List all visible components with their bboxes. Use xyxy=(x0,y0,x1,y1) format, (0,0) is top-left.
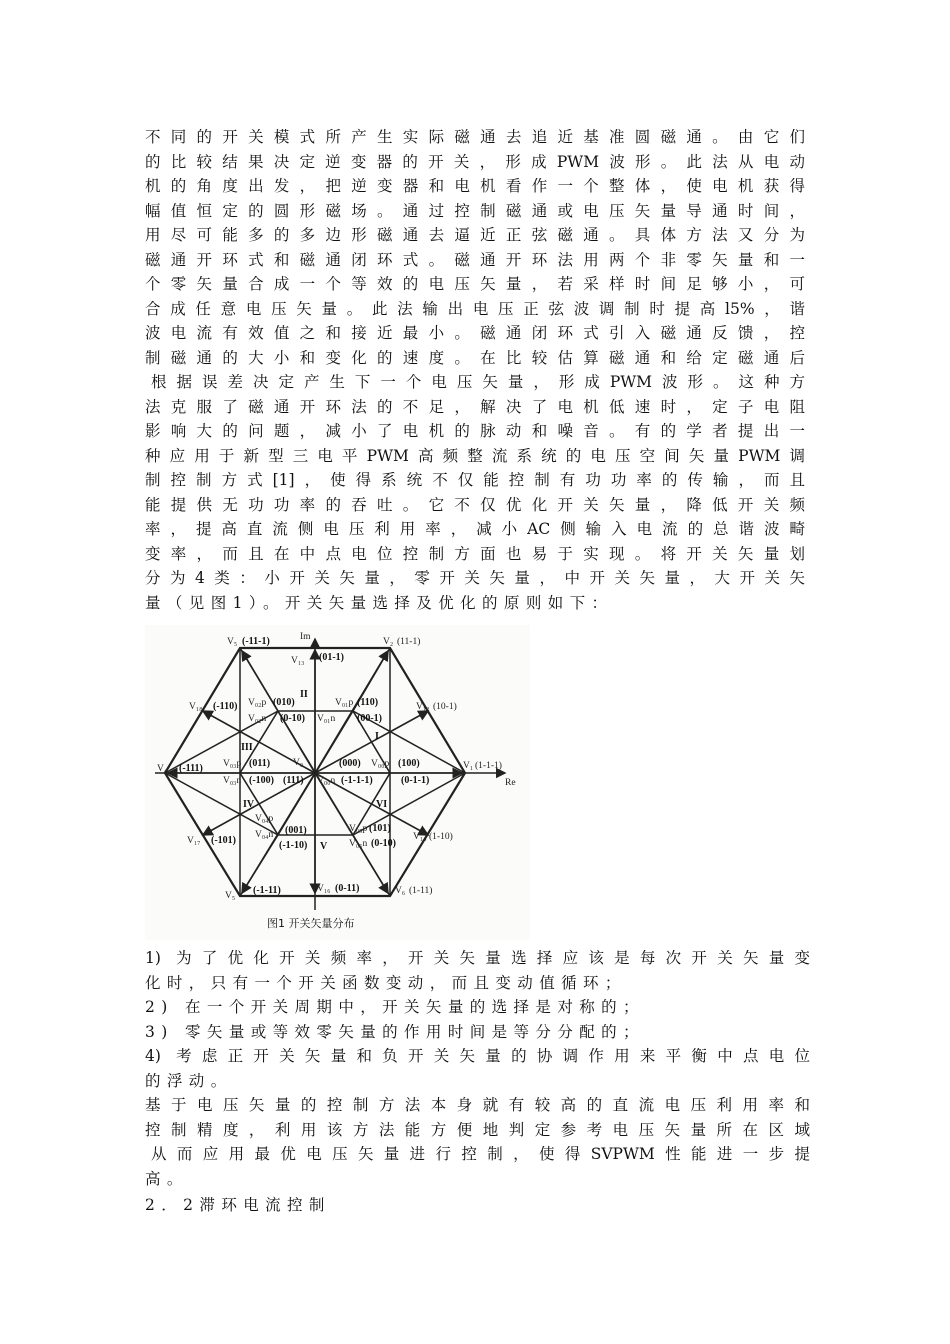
text-line: 量（见图1）。开关矢量选择及优化的原则如下： xyxy=(145,593,614,612)
small-vector-code: (0-10) xyxy=(280,713,305,724)
small-vector-code: (00-1) xyxy=(357,713,382,724)
small-vector-code: (0-1-1) xyxy=(401,775,430,786)
text-line: 机的角度出发，把逆变器和电机看作一个整体，使电机获得 xyxy=(145,177,805,195)
sector-label: V xyxy=(320,841,328,852)
vector-name: V₀₂p xyxy=(248,698,267,708)
text-line: 制控制方式[1]，使得系统不仅能控制有功功率的传输，而且 xyxy=(145,471,805,489)
text-line: 变率，而且在中点电位控制方面也易于实现。将开关矢量划 xyxy=(145,544,805,563)
vertex-label: V₁₃ xyxy=(291,656,305,666)
vertex-label: V₄ xyxy=(157,764,168,774)
vertex-label: V₁₈ xyxy=(189,702,203,712)
vertex-code: (0-11) xyxy=(335,883,360,894)
vector-name: V₀₄p xyxy=(255,814,274,824)
principles-list xyxy=(145,946,810,1093)
text-line: 率，提高直流侧电压利用率，减小AC侧输入电流的总谐波畸 xyxy=(145,520,805,538)
vector-name: V₀₃n xyxy=(223,776,242,786)
paragraph-body xyxy=(145,125,805,615)
section-heading xyxy=(145,1193,805,1218)
vertex-label: V₁₇ xyxy=(187,836,201,846)
switch-vector-figure xyxy=(145,625,530,940)
small-vector-code: (110) xyxy=(357,697,379,708)
vertex-label: V₁₆ xyxy=(317,884,331,894)
list-item: 1) 为了优化开关频率，开关矢量选择应该是每次开关矢量变 xyxy=(145,949,810,967)
vertex-code: (1-1-1) xyxy=(475,761,502,771)
text-line: 用尽可能多的多边形磁通去逼近正弦磁通。具体方法又分为 xyxy=(145,226,805,244)
vertex-label: V₁₄ xyxy=(413,832,427,842)
vertex-label: V₅ xyxy=(227,637,238,647)
small-vector-code: (111) xyxy=(283,775,304,786)
text-line: 控制精度，利用该方法能方便地判定参考电压矢量所在区域 xyxy=(145,1120,810,1139)
vertex-code: (10-1) xyxy=(433,702,457,712)
text-line: 个零矢量合成一个等效的电压矢量，若采样时间足够小，可 xyxy=(145,275,805,293)
re-axis-label: Re xyxy=(505,778,516,788)
small-vector-code: (-100) xyxy=(249,775,274,786)
vertex-label: V₅ xyxy=(225,891,236,901)
text-line: 分为4类：小开关矢量，零开关矢量，中开关矢量，大开关矢 xyxy=(145,569,805,587)
text-line: 波电流有效值之和接近最小。磁通闭环式引入磁通反馈，控 xyxy=(145,324,805,342)
text-line: 高。 xyxy=(145,1169,189,1188)
list-item: 3) 零矢量或等效零矢量的作用时间是等分分配的； xyxy=(145,1022,645,1041)
small-vector-code: (-1-10) xyxy=(279,840,308,851)
small-vector-code: (001) xyxy=(285,825,307,836)
vertex-code: (-111) xyxy=(179,763,203,774)
vector-name: V₀₁n xyxy=(317,714,336,724)
small-vector-code: (010) xyxy=(273,697,295,708)
text-line: 能提供无功功率的吞吐。它不仅优化开关矢量，降低开关频 xyxy=(145,495,805,514)
small-vector-code: (011) xyxy=(249,758,271,769)
vector-name: V₀₃p xyxy=(223,759,242,769)
vertex-code: (11-1) xyxy=(397,637,421,647)
text-line: 从而应用最优电压矢量进行控制，使得SVPWM性能进一步提 xyxy=(151,1145,810,1163)
small-vector-code: (0-10) xyxy=(371,838,396,849)
vertex-code: (-110) xyxy=(213,701,238,712)
text-line: 基于电压矢量的控制方法本身就有较高的直流电压利用率和 xyxy=(145,1096,810,1114)
figure-caption: 图1 开关矢量分布 xyxy=(267,917,355,930)
text-line: 磁通开环式和磁通闭环式。磁通开环法用两个非零矢量和一 xyxy=(145,250,805,269)
text-line: 种应用于新型三电平PWM高频整流系统的电压空间矢量PWM调 xyxy=(145,446,805,465)
vertex-code: (1-10) xyxy=(429,832,453,842)
sector-label: VI xyxy=(376,799,388,810)
vertex-label: V₂ xyxy=(383,637,394,647)
sector-label: IV xyxy=(243,799,255,810)
vertex-code: (-1-11) xyxy=(253,885,281,896)
sector-label: II xyxy=(300,689,308,700)
text-line: 合成任意电压矢量。此法输出电压正弦波调制时提高l5%，谐 xyxy=(145,299,805,318)
sector-label: III xyxy=(241,742,253,753)
vector-hexagon-diagram xyxy=(145,625,530,940)
vertex-code: (-101) xyxy=(211,835,236,846)
vertex-label: V₆ xyxy=(395,886,406,896)
text-line: 根据误差决定产生下一个电压矢量，形成PWM波形。这种方 xyxy=(151,373,805,391)
vertex-label: V₁ xyxy=(463,761,474,771)
text-line: 的比较结果决定逆变器的开关，形成PWM波形。此法从电动 xyxy=(145,152,805,171)
vector-name: V₀₀p xyxy=(371,759,390,769)
text-line: 法克服了磁通开环法的不足，解决了电机低速时，定子电阻 xyxy=(145,397,805,416)
vector-name: V₀₄n xyxy=(255,830,274,840)
list-item: 4) 考虑正开关矢量和负开关矢量的协调作用来平衡中点电位 xyxy=(145,1047,810,1065)
text-line: 幅值恒定的圆形磁场。通过控制磁通或电压矢量导通时间， xyxy=(145,201,805,220)
list-item: 化时，只有一个开关函数变动，而且变动值循环； xyxy=(145,973,627,992)
vector-name: V₀ xyxy=(293,758,304,768)
list-item: 2) 在一个开关周期中，开关矢量的选择是对称的； xyxy=(145,998,645,1016)
vertex-label: V₁₂ xyxy=(416,702,430,712)
small-vector-code: (-1-1-1) xyxy=(341,775,373,786)
small-vector-code: (000) xyxy=(339,758,361,769)
text-line: 影响大的问题，减小了电机的脉动和噪音。有的学者提出一 xyxy=(145,422,805,440)
text-line: 制磁通的大小和变化的速度。在比较估算磁通和给定磁通后 xyxy=(145,348,805,367)
vector-name: V₀₁p xyxy=(335,698,354,708)
vertex-code: (-11-1) xyxy=(242,636,270,647)
small-vector-code: (101) xyxy=(369,823,391,834)
text-line: 不同的开关模式所产生实际磁通去追近基准圆磁通。由它们 xyxy=(145,128,805,146)
vector-name: V₀₀n xyxy=(317,776,336,786)
vertex-code: (1-11) xyxy=(409,886,433,896)
vector-name: V₀₅n xyxy=(349,839,368,849)
vector-name: V₀₅p xyxy=(349,824,368,834)
paragraph-body xyxy=(145,1093,810,1191)
im-axis-label: Im xyxy=(300,632,311,642)
vertex-code: (01-1) xyxy=(319,652,344,663)
sector-label: I xyxy=(375,731,379,742)
small-vector-code: (100) xyxy=(398,758,420,769)
vector-name: V₀₂n xyxy=(248,714,267,724)
section-heading-text: 2．2滞环电流控制 xyxy=(145,1196,331,1214)
list-item: 的浮动。 xyxy=(145,1071,233,1090)
